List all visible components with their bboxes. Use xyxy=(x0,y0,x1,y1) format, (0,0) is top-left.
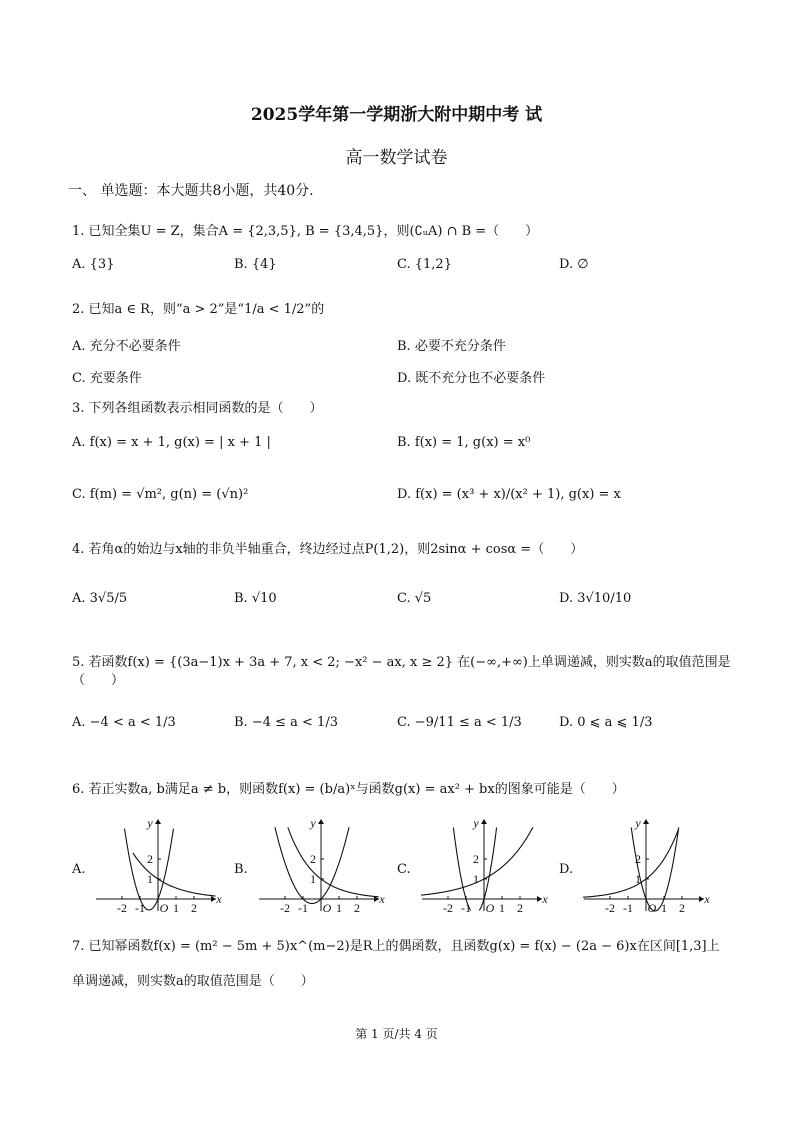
q6-option-c: C. xyxy=(397,862,411,877)
origin-label: O xyxy=(159,901,169,915)
x-tick-label: -1 xyxy=(298,901,308,915)
q4-option-a: A. 3√5/5 xyxy=(72,591,128,606)
q6-option-a: A. xyxy=(72,862,86,877)
x-tick-label: 2 xyxy=(191,901,197,915)
x-tick-label: 1 xyxy=(499,901,505,915)
page-footer: 第 1 页/共 4 页 xyxy=(355,1027,438,1041)
x-tick-label: 1 xyxy=(661,901,667,915)
y-axis-label: y xyxy=(635,816,641,830)
parabola-curve xyxy=(125,829,174,910)
q5-option-a: A. −4 < a < 1/3 xyxy=(72,715,176,730)
section-heading: 一、 单选题：本大题共8小题，共40分. xyxy=(68,183,314,199)
q3-option-d: D. f(x) = (x³ + x)/(x² + 1), g(x) = x xyxy=(397,487,621,502)
x-axis-label: x xyxy=(216,892,222,906)
q2-option-d: D. 既不充分也不必要条件 xyxy=(397,371,546,386)
q2-option-b: B. 必要不充分条件 xyxy=(397,339,506,354)
y-axis-arrow xyxy=(481,819,487,824)
y-axis-label: y xyxy=(147,816,153,830)
x-tick-label: 2 xyxy=(354,901,360,915)
x-axis-arrow xyxy=(699,896,704,902)
x-axis-label: x xyxy=(704,892,710,906)
q6-graph-c xyxy=(418,815,548,915)
question-7-line2: 单调递减，则实数a的取值范围是（ ） xyxy=(72,974,314,989)
y-tick-label: 2 xyxy=(635,852,641,866)
question-4-stem: 4. 若角α的始边与x轴的非负半轴重合，终边经过点P(1,2)，则2sinα + cosα =（ ） xyxy=(72,542,584,557)
x-tick-label: -2 xyxy=(280,901,290,915)
q5-option-c: C. −9/11 ≤ a < 1/3 xyxy=(397,715,522,730)
x-tick-label: 1 xyxy=(173,901,179,915)
x-axis-label: x xyxy=(379,892,385,906)
question-2-stem: 2. 已知a ∈ R，则“a > 2”是“1/a < 1/2”的 xyxy=(72,302,325,317)
x-axis-arrow xyxy=(537,896,542,902)
q4-option-b: B. √10 xyxy=(234,591,277,606)
q6-graph-a xyxy=(92,815,222,915)
y-tick-label: 1 xyxy=(473,872,479,886)
y-tick-label: 2 xyxy=(147,852,153,866)
exam-subtitle: 高一数学试卷 xyxy=(345,148,448,168)
y-axis-arrow xyxy=(318,819,324,824)
exam-title: 2025学年第一学期浙大附中期中考 试 xyxy=(250,105,543,125)
y-tick-label: 2 xyxy=(310,852,316,866)
y-axis-label: y xyxy=(310,816,316,830)
q4-option-d: D. 3√10/10 xyxy=(559,591,632,606)
q5-option-b: B. −4 ≤ a < 1/3 xyxy=(234,715,338,730)
q1-option-b: B. {4} xyxy=(234,257,277,272)
y-axis-arrow xyxy=(643,819,649,824)
x-tick-label: -1 xyxy=(623,901,633,915)
x-tick-label: 2 xyxy=(517,901,523,915)
q1-option-c: C. {1,2} xyxy=(397,257,452,272)
x-tick-label: -1 xyxy=(135,901,145,915)
q1-option-d: D. ∅ xyxy=(559,257,589,272)
x-tick-label: -2 xyxy=(117,901,127,915)
y-tick-label: 1 xyxy=(147,872,153,886)
q3-option-a: A. f(x) = x + 1, g(x) = | x + 1 | xyxy=(72,435,271,450)
q6-option-d: D. xyxy=(559,862,574,877)
x-tick-label: -2 xyxy=(443,901,453,915)
y-tick-label: 1 xyxy=(310,872,316,886)
q6-option-b: B. xyxy=(234,862,248,877)
exponential-curve xyxy=(288,827,379,896)
question-3-stem: 3. 下列各组函数表示相同函数的是（ ） xyxy=(72,401,323,416)
question-1-stem: 1. 已知全集U = Z，集合A = {2,3,5}, B = {3,4,5}，则(∁ᵤA) ∩ B =（ ） xyxy=(72,224,539,239)
question-7-line1: 7. 已知幂函数f(x) = (m² − 5m + 5)x^(m−2)是R上的偶函数，且函数g(x) = f(x) − (2a − 6)x在区间[1,3]上 xyxy=(72,939,720,954)
q1-option-a: A. {3} xyxy=(72,257,115,272)
q5-option-d: D. 0 ⩽ a ⩽ 1/3 xyxy=(559,715,653,730)
parabola-curve xyxy=(453,828,496,911)
y-axis-arrow xyxy=(155,819,161,824)
question-5-stem: 5. 若函数f(x) = {(3a−1)x + 3a + 7, x < 2; −x² − ax, x ≥ 2} 在(−∞,+∞)上单调递减，则实数a的取值范围是（ ） xyxy=(72,655,731,689)
q3-option-b: B. f(x) = 1, g(x) = x⁰ xyxy=(397,435,531,450)
origin-label: O xyxy=(322,901,332,915)
parabola-curve xyxy=(631,827,679,911)
y-tick-label: 2 xyxy=(473,852,479,866)
question-6-stem: 6. 若正实数a, b满足a ≠ b，则函数f(x) = (b/a)ˣ与函数g(x) = ax² + bx的图象可能是（ ） xyxy=(72,782,625,797)
origin-label: O xyxy=(485,901,495,915)
q3-option-c: C. f(m) = √m², g(n) = (√n)² xyxy=(72,487,249,502)
x-tick-label: -2 xyxy=(605,901,615,915)
q6-graph-b xyxy=(255,815,385,915)
x-axis-label: x xyxy=(542,892,548,906)
q2-option-a: A. 充分不必要条件 xyxy=(72,339,181,354)
origin-label: O xyxy=(647,901,657,915)
x-tick-label: 1 xyxy=(336,901,342,915)
x-tick-label: 2 xyxy=(679,901,685,915)
x-axis-arrow xyxy=(211,896,216,902)
exponential-curve xyxy=(583,829,678,897)
q4-option-c: C. √5 xyxy=(397,591,432,606)
x-tick-label: -1 xyxy=(461,901,471,915)
y-axis-label: y xyxy=(473,816,479,830)
y-tick-label: 1 xyxy=(635,872,641,886)
q6-graph-d xyxy=(580,815,710,915)
exponential-curve xyxy=(133,853,216,896)
q2-option-c: C. 充要条件 xyxy=(72,371,142,386)
